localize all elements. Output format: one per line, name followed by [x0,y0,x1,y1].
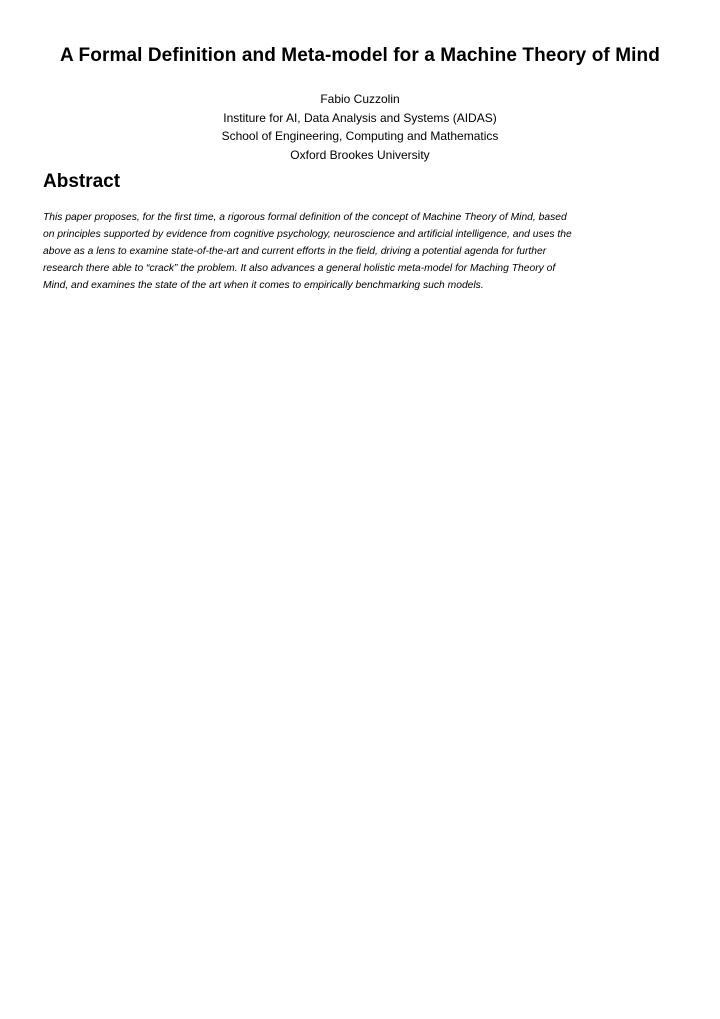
author-block [0,90,720,164]
abstract-heading: Abstract [43,171,121,192]
abstract-line: This paper proposes, for the first time, a rigorous formal definition of the concept of Machine Theory of Mind, based [43,212,567,223]
abstract-line: above as a lens to examine state-of-the-art and current efforts in the field, driving a potential agenda for further [43,246,547,257]
author-name: Fabio Cuzzolin [320,92,400,106]
paper-title: A Formal Definition and Meta-model for a Machine Theory of Mind [60,45,660,66]
author-university: Oxford Brookes University [290,147,430,162]
abstract-line: on principles supported by evidence from cognitive psychology, neuroscience and artificial intelligence, and uses the [43,229,572,240]
author-school: School of Engineering, Computing and Mathematics [221,129,499,143]
abstract-line: research there able to “crack” the problem. It also advances a general holistic meta-model for Maching Theory of [43,263,556,274]
abstract-line: Mind, and examines the state of the art when it comes to empirically benchmarking such models. [43,280,484,291]
author-institute: Institure for AI, Data Analysis and Systems (AIDAS) [223,110,497,125]
abstract-body [43,209,675,294]
